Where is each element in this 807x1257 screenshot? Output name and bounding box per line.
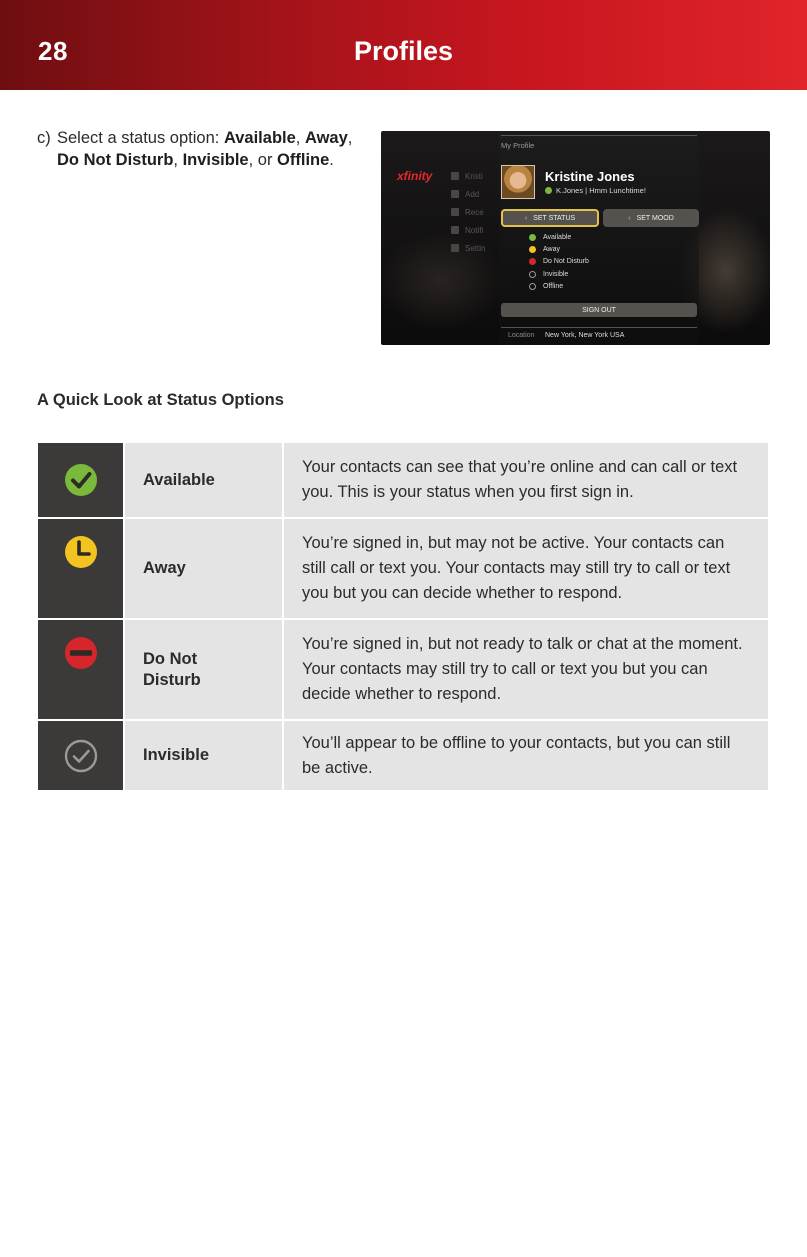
- available-check-icon: [64, 463, 98, 497]
- set-mood-button[interactable]: ‹ SET MOOD: [603, 209, 699, 227]
- add-contact-icon: [451, 190, 459, 198]
- table-row: [38, 720, 768, 791]
- page-header: [0, 0, 807, 90]
- status-icon-cell: [38, 443, 124, 518]
- step-marker: c): [37, 129, 51, 147]
- status-description: You’re signed in, but not ready to talk or chat at the moment. Your contacts may still try to call or text you but you can decide whether to respond.: [283, 619, 768, 720]
- profile-subtitle: K.Jones | Hmm Lunchtime!: [545, 186, 646, 195]
- status-option-invisible[interactable]: Invisible: [529, 268, 589, 280]
- avatar: [501, 165, 535, 199]
- profile-icon: [451, 172, 459, 180]
- available-status-icon: [545, 187, 552, 194]
- chevron-icon: ‹: [628, 214, 631, 222]
- status-icon-cell: [38, 619, 124, 720]
- status-options-list: [529, 231, 589, 292]
- invisible-icon: [529, 271, 536, 278]
- status-option-away[interactable]: Away: [529, 243, 589, 255]
- divider: [501, 135, 697, 136]
- status-description: Your contacts can see that you’re online and can call or text you. This is your status when you first sign in.: [283, 443, 768, 518]
- status-option-available[interactable]: Available: [529, 231, 589, 243]
- settings-icon: [451, 244, 459, 252]
- chevron-icon: ‹: [524, 214, 528, 222]
- menu-item[interactable]: Add: [451, 185, 501, 203]
- status-name: Available: [124, 443, 283, 518]
- instruction-step: [37, 127, 357, 171]
- location-label: Location: [508, 332, 535, 339]
- notification-icon: [451, 226, 459, 234]
- status-name: Invisible: [124, 720, 283, 791]
- table-row: [38, 518, 768, 619]
- page-title: Profiles: [353, 36, 454, 66]
- menu-item[interactable]: Rece: [451, 203, 501, 221]
- offline-icon: [529, 283, 536, 290]
- profile-name: Kristine Jones: [545, 169, 635, 184]
- instruction-text: Select a status option: Available, Away, Do Not Disturb, Invisible, or Offline.: [57, 129, 353, 169]
- panel-title: My Profile: [501, 141, 535, 150]
- do-not-disturb-icon: [64, 636, 98, 670]
- menu-item[interactable]: Notifi: [451, 221, 501, 239]
- divider: [501, 327, 697, 328]
- do-not-disturb-icon: [529, 258, 536, 265]
- xfinity-logo: xfinity: [397, 169, 433, 183]
- sign-out-button[interactable]: SIGN OUT: [501, 303, 697, 317]
- page-number: 28: [38, 36, 68, 66]
- available-icon: [529, 234, 536, 241]
- status-options-table: [38, 443, 768, 792]
- recent-icon: [451, 208, 459, 216]
- status-description: You’re signed in, but may not be active. Your contacts can still call or text you. Your contacts may still try to call or text you but you can decide whether to respond.: [283, 518, 768, 619]
- invisible-check-icon: [64, 739, 98, 773]
- status-description: You’ll appear to be offline to your contacts, but you can still be active.: [283, 720, 768, 791]
- away-clock-icon: [64, 535, 98, 569]
- table-row: [38, 443, 768, 518]
- status-option-do-not-disturb[interactable]: Do Not Disturb: [529, 256, 589, 268]
- status-name: Do Not Disturb: [124, 619, 283, 720]
- background-menu: [451, 167, 501, 257]
- status-icon-cell: [38, 518, 124, 619]
- menu-item[interactable]: Settin: [451, 239, 501, 257]
- status-option-offline[interactable]: Offline: [529, 280, 589, 292]
- option-invisible: Invisible: [182, 151, 249, 169]
- menu-item[interactable]: Kristi: [451, 167, 501, 185]
- location-value: New York, New York USA: [545, 332, 625, 339]
- away-icon: [529, 246, 536, 253]
- table-row: [38, 619, 768, 720]
- set-status-button[interactable]: ‹ SET STATUS: [501, 209, 599, 227]
- option-available: Available: [223, 129, 296, 147]
- tv-screenshot: [381, 131, 770, 345]
- status-icon-cell: [38, 720, 124, 791]
- section-heading: A Quick Look at Status Options: [37, 391, 284, 409]
- option-away: Away: [304, 129, 348, 147]
- status-name: Away: [124, 518, 283, 619]
- option-offline: Offline: [277, 151, 330, 169]
- option-do-not-disturb: Do Not Disturb: [57, 151, 174, 169]
